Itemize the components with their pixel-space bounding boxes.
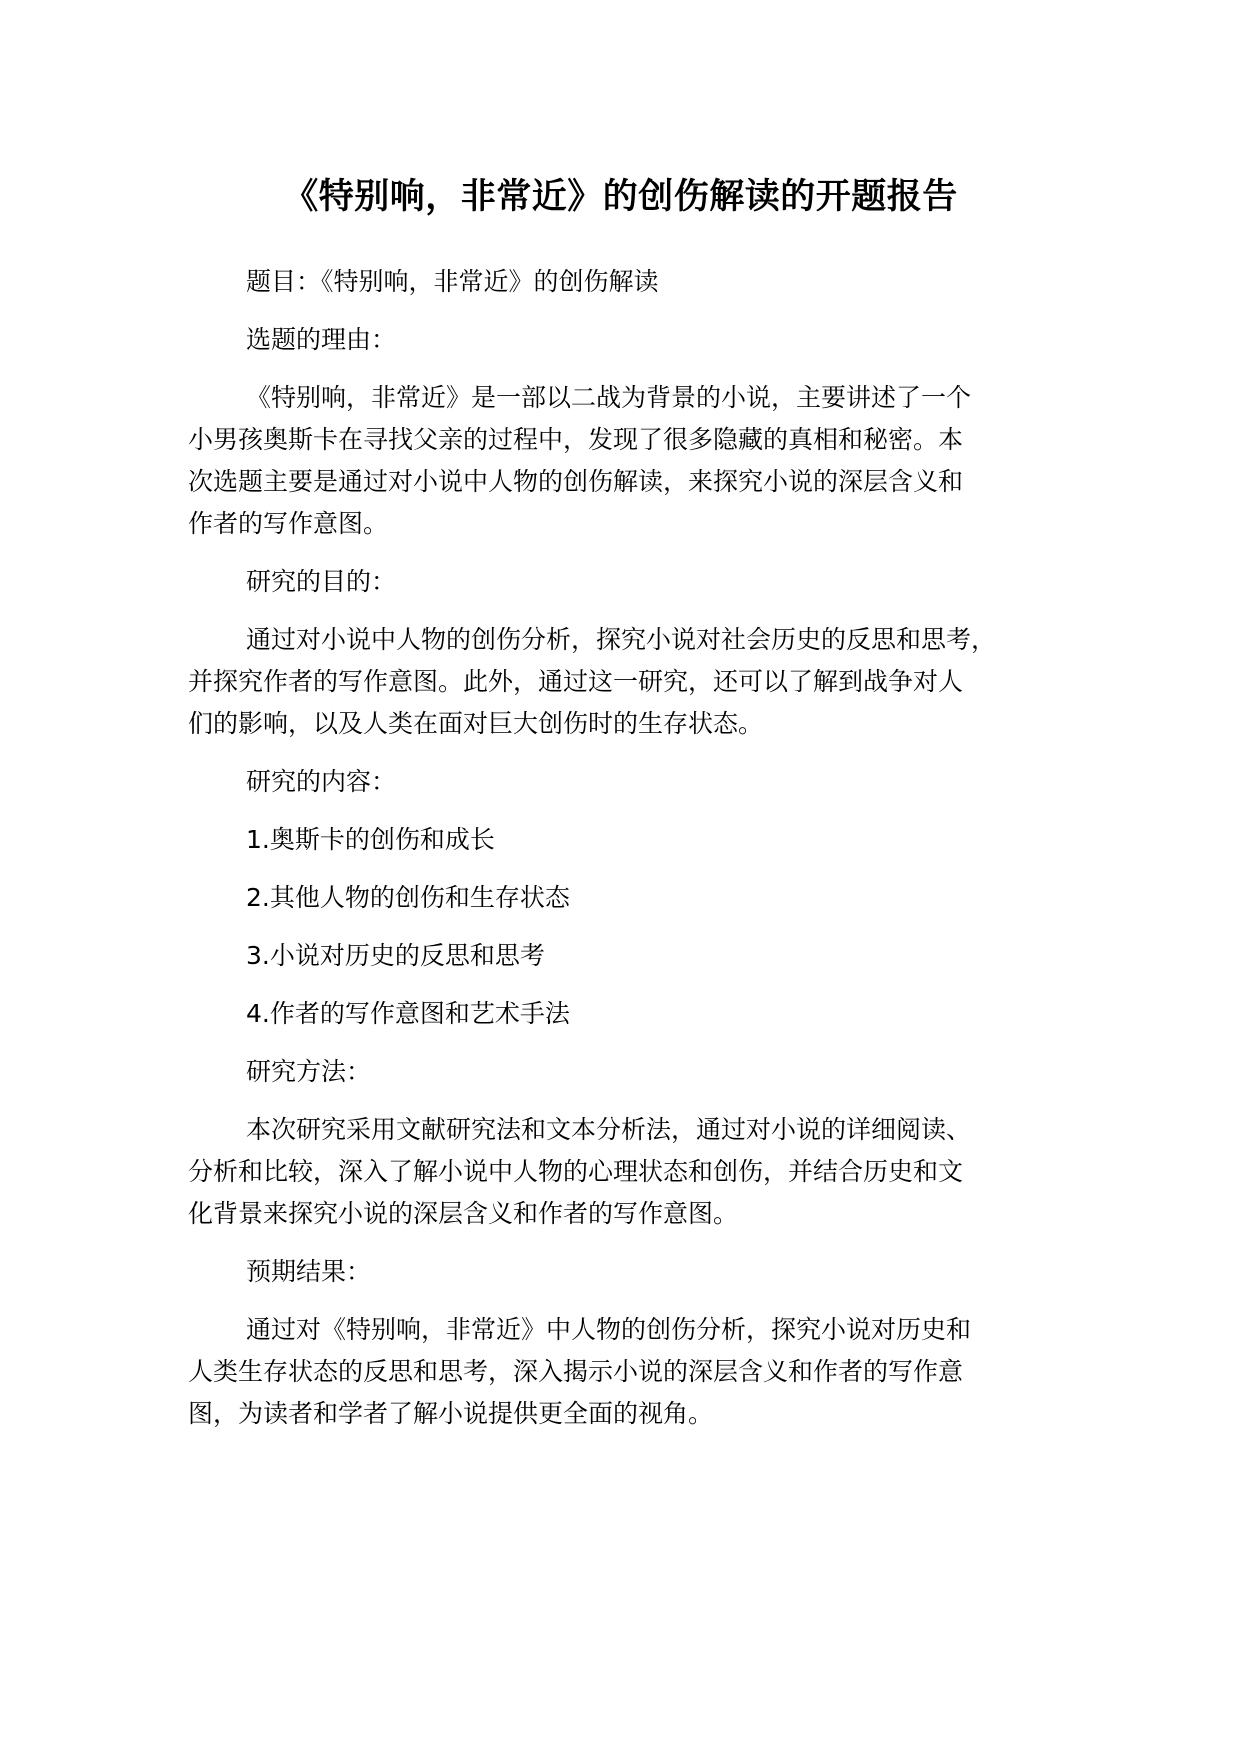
result-heading: 预期结果： [246,1257,372,1286]
document-title: 《特别响，非常近》的创伤解读的开题报告 [283,177,958,217]
reason-line-1: 《特别响，非常近》是一部以二战为背景的小说，主要讲述了一个 [246,383,972,412]
purpose-line-3: 们的影响，以及人类在面对巨大创伤时的生存状态。 [188,709,764,738]
content-item-3: 3.小说对历史的反思和思考 [246,941,545,970]
content-heading: 研究的内容： [246,767,397,796]
method-line-2: 分析和比较，深入了解小说中人物的心理状态和创伤，并结合历史和文 [188,1157,964,1186]
purpose-line-2: 并探究作者的写作意图。此外，通过这一研究，还可以了解到战争对人 [188,667,964,696]
result-line-3: 图，为读者和学者了解小说提供更全面的视角。 [188,1399,714,1428]
content-item-4: 4.作者的写作意图和艺术手法 [246,999,570,1028]
method-line-3: 化背景来探究小说的深层含义和作者的写作意图。 [188,1199,739,1228]
reason-line-4: 作者的写作意图。 [188,509,389,538]
purpose-line-1: 通过对小说中人物的创伤分析，探究小说对社会历史的反思和思考， [246,625,997,654]
content-item-2: 2.其他人物的创伤和生存状态 [246,883,570,912]
reason-heading: 选题的理由： [246,325,397,354]
method-heading: 研究方法： [246,1057,372,1086]
method-line-1: 本次研究采用文献研究法和文本分析法，通过对小说的详细阅读、 [246,1115,972,1144]
purpose-heading: 研究的目的： [246,567,397,596]
topic-line: 题目：《特别响，非常近》的创伤解读 [246,267,659,296]
result-line-1: 通过对《特别响，非常近》中人物的创伤分析，探究小说对历史和 [246,1315,972,1344]
reason-line-2: 小男孩奥斯卡在寻找父亲的过程中，发现了很多隐藏的真相和秘密。本 [188,425,964,454]
result-line-2: 人类生存状态的反思和思考，深入揭示小说的深层含义和作者的写作意 [188,1357,964,1386]
content-item-1: 1.奥斯卡的创伤和成长 [246,825,495,854]
reason-line-3: 次选题主要是通过对小说中人物的创伤解读，来探究小说的深层含义和 [188,467,964,496]
